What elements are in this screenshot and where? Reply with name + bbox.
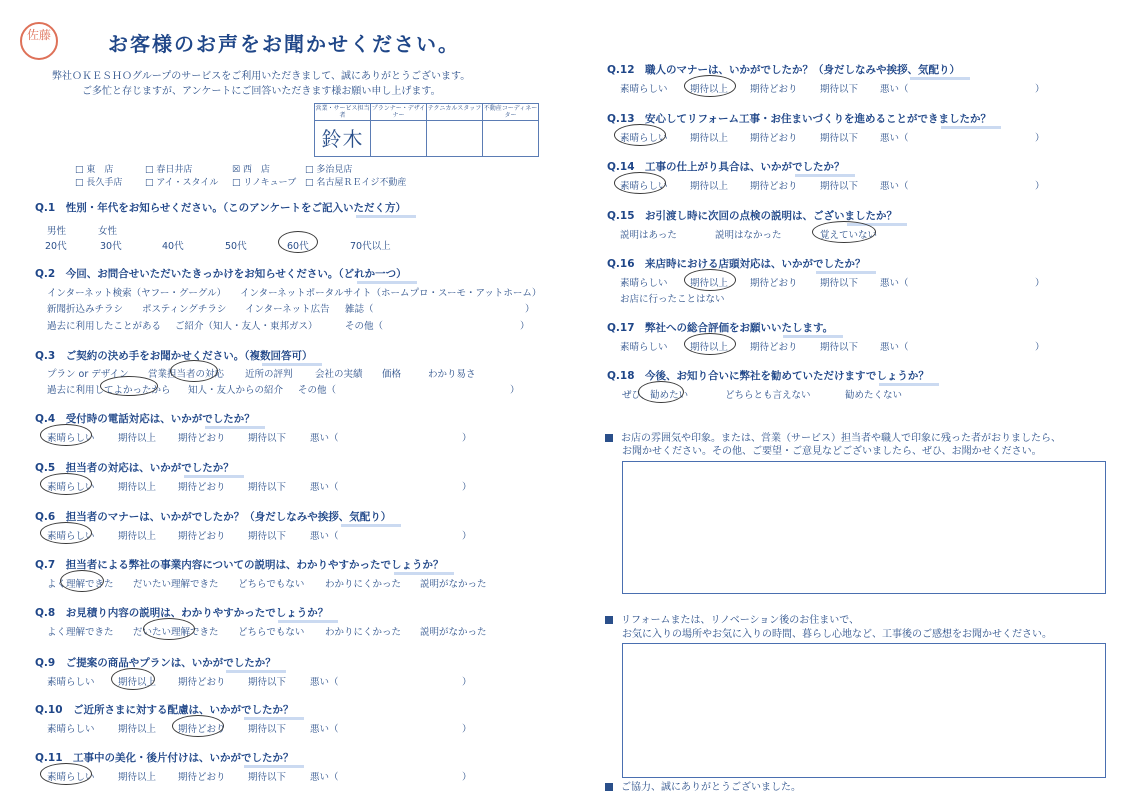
- store-checkbox-nagakute[interactable]: □ 長久手店: [75, 178, 123, 188]
- q13-close: ）: [1035, 133, 1045, 144]
- answer-circle: [614, 172, 666, 194]
- q10-below[interactable]: 期待以下: [248, 724, 287, 735]
- q2-flyer[interactable]: 新聞折込みチラシ: [47, 304, 124, 315]
- question-14: Q.14 工事の仕上がり具合は、いかがでしたか？: [607, 161, 845, 173]
- q14-poor[interactable]: 悪い（: [880, 181, 909, 192]
- intro-line-1: 弊社ＯＫＥＳＨＯグループのサービスをご利用いただきまして、誠にありがとうございます。: [52, 71, 471, 82]
- answer-circle: [278, 231, 318, 253]
- q6-expected[interactable]: 期待どおり: [178, 531, 226, 542]
- q10-excellent[interactable]: 素晴らしい: [47, 724, 95, 735]
- question-12: Q.12 職人のマナーは、いかがでしたか？（身だしなみや挨拶、気配り）: [607, 64, 961, 76]
- thanks-line: [605, 780, 801, 795]
- q2-magazine-close: ）: [525, 304, 535, 315]
- q16-above[interactable]: 期待以上: [690, 278, 729, 289]
- answer-circle: [684, 75, 736, 97]
- question-9: Q.9 ご提案の商品やプランは、いかがでしたか？: [35, 657, 276, 669]
- answer-circle: [60, 570, 104, 592]
- q3-past-good[interactable]: 過去に利用してよかったから: [47, 385, 171, 396]
- q1-age-60s[interactable]: 60代: [287, 241, 309, 252]
- q6-close: ）: [462, 531, 472, 542]
- q16-excellent[interactable]: 素晴らしい: [620, 278, 668, 289]
- q3-reputation[interactable]: 近所の評判: [245, 369, 293, 380]
- answer-circle: [170, 360, 218, 382]
- answer-circle: [684, 333, 736, 355]
- q1-age-70s[interactable]: 70代以上: [350, 241, 391, 252]
- store-checkbox-istyle[interactable]: □ アイ・スタイル: [145, 178, 219, 188]
- question-16: Q.16 来店時における店頭対応は、いかがでしたか？: [607, 258, 866, 270]
- question-18: Q.18 今後、お知り合いに弊社を勧めていただけますでしょうか？: [607, 370, 929, 382]
- q8-well[interactable]: よく理解できた: [47, 627, 114, 638]
- q2-other-close: ）: [520, 321, 530, 332]
- free-comment-2-line-1: リフォームまたは、リノベーション後のお住まいで、: [621, 615, 860, 626]
- q9-expected[interactable]: 期待どおり: [178, 677, 226, 688]
- q5-above[interactable]: 期待以上: [118, 482, 157, 493]
- q10-close: ）: [462, 724, 472, 735]
- q3-referral[interactable]: 知人・友人からの紹介: [188, 385, 284, 396]
- q11-expected[interactable]: 期待どおり: [178, 772, 226, 783]
- question-6: Q.6 担当者のマナーは、いかがでしたか？（身だしなみや挨拶、気配り）: [35, 511, 392, 523]
- q5-expected[interactable]: 期待どおり: [178, 482, 226, 493]
- answer-circle: [40, 424, 92, 446]
- q9-close: ）: [462, 677, 472, 688]
- staff-sales-name[interactable]: 鈴木: [315, 121, 371, 157]
- q15-dont-remember[interactable]: 覚えていない: [820, 230, 878, 241]
- q16-never-visited[interactable]: お店に行ったことはない: [620, 294, 725, 305]
- q13-excellent[interactable]: 素晴らしい: [620, 133, 668, 144]
- q14-excellent[interactable]: 素晴らしい: [620, 181, 668, 192]
- staff-header-sales: 営業・サービス担当者: [315, 105, 370, 119]
- question-17: Q.17 弊社への総合評価をお願いいたします。: [607, 322, 834, 334]
- q4-poor[interactable]: 悪い（: [310, 433, 339, 444]
- q5-poor[interactable]: 悪い（: [310, 482, 339, 493]
- staff-header-realestate: 不動産コーディネーター: [483, 105, 538, 119]
- q2-search[interactable]: インターネット検索（ヤフー・グーグル）: [47, 288, 227, 299]
- q1-age-20s[interactable]: 20代: [45, 241, 67, 252]
- answer-circle: [40, 763, 92, 785]
- staff-header-technical: テクニカルスタッフ: [427, 104, 483, 121]
- q15-not-explained[interactable]: 説明はなかった: [715, 230, 782, 241]
- answer-circle: [614, 124, 666, 146]
- q16-expected[interactable]: 期待どおり: [750, 278, 798, 289]
- answer-circle: [684, 269, 736, 291]
- q1-female[interactable]: 女性: [98, 226, 118, 237]
- q2-other[interactable]: その他（: [345, 321, 384, 332]
- staff-header-planner: プランナー・デザイナー: [371, 105, 426, 119]
- q6-above[interactable]: 期待以上: [118, 531, 157, 542]
- store-checkbox-west[interactable]: ☒ 西 店: [232, 165, 270, 175]
- q14-below[interactable]: 期待以下: [820, 181, 859, 192]
- q7-neutral[interactable]: どちらでもない: [238, 579, 305, 590]
- question-10: Q.10 ご近所さまに対する配慮は、いかがでしたか？: [35, 704, 294, 716]
- answer-circle: [111, 668, 155, 690]
- q11-poor[interactable]: 悪い（: [310, 772, 339, 783]
- q9-below[interactable]: 期待以下: [248, 677, 287, 688]
- store-checkbox-kasugai[interactable]: □ 春日井店: [145, 165, 193, 175]
- q17-poor[interactable]: 悪い（: [880, 342, 909, 353]
- question-2: Q.2 今回、お問合せいただいたきっかけをお知らせください。（どれか一つ）: [35, 268, 407, 280]
- q3-other[interactable]: その他（: [298, 385, 337, 396]
- q1-age-40s[interactable]: 40代: [162, 241, 184, 252]
- staff-realestate-name[interactable]: [483, 121, 539, 157]
- answer-circle: [40, 473, 92, 495]
- q6-poor[interactable]: 悪い（: [310, 531, 339, 542]
- q5-close: ）: [462, 482, 472, 493]
- intro-line-2: ご多忙と存じますが、アンケートにご回答いただきます様お願い申し上げます。: [82, 86, 441, 97]
- q14-above[interactable]: 期待以上: [690, 181, 729, 192]
- q15-explained[interactable]: 説明はあった: [620, 230, 677, 241]
- q17-above[interactable]: 期待以上: [690, 342, 729, 353]
- thanks-text: ご協力、誠にありがとうございました。: [621, 782, 801, 793]
- q10-poor[interactable]: 悪い（: [310, 724, 339, 735]
- q2-web-ad[interactable]: インターネット広告: [245, 304, 330, 315]
- q10-above[interactable]: 期待以上: [118, 724, 157, 735]
- bullet-square-icon: [605, 434, 613, 442]
- q5-below[interactable]: 期待以下: [248, 482, 287, 493]
- question-7: Q.7 担当者による弊社の事業内容についての説明は、わかりやすかったでしょうか？: [35, 559, 444, 571]
- q11-above[interactable]: 期待以上: [118, 772, 157, 783]
- q4-below[interactable]: 期待以下: [248, 433, 287, 444]
- q16-below[interactable]: 期待以下: [820, 278, 859, 289]
- free-comment-1-line-2: お聞かせください。その他、ご要望・ご意見などございましたら、ぜひ、お聞かせください。: [622, 446, 1042, 457]
- q14-close: ）: [1035, 181, 1045, 192]
- q9-poor[interactable]: 悪い（: [310, 677, 339, 688]
- q11-below[interactable]: 期待以下: [248, 772, 287, 783]
- q7-mostly[interactable]: だいたい理解できた: [133, 579, 219, 590]
- answer-circle: [40, 522, 92, 544]
- q11-close: ）: [462, 772, 472, 783]
- store-checkbox-tajimi[interactable]: □ 多治見店: [305, 165, 353, 175]
- store-checkbox-renocube[interactable]: □ リノキューブ: [232, 178, 297, 188]
- q12-above[interactable]: 期待以上: [690, 84, 729, 95]
- q8-none[interactable]: 説明がなかった: [420, 627, 487, 638]
- q17-expected[interactable]: 期待どおり: [750, 342, 798, 353]
- q3-plan-design[interactable]: プラン or デザイン: [47, 369, 129, 380]
- q4-close: ）: [462, 433, 472, 444]
- q14-expected[interactable]: 期待どおり: [750, 181, 798, 192]
- q4-expected[interactable]: 期待どおり: [178, 433, 226, 444]
- q12-below[interactable]: 期待以下: [820, 84, 859, 95]
- personal-seal-stamp: 佐藤: [20, 22, 58, 60]
- q8-neutral[interactable]: どちらでもない: [238, 627, 305, 638]
- q18-recommend[interactable]: ぜひ、勧めたい: [622, 390, 689, 401]
- question-1: Q.1 性別・年代をお知らせください。（このアンケートをご記入いただく方）: [35, 202, 407, 214]
- q3-other-close: ）: [510, 385, 520, 396]
- free-comment-2-line-2: お気に入りの場所やお気に入りの時間、暮らし心地など、工事後のご感想をお聞かせください。: [622, 629, 1052, 640]
- q4-above[interactable]: 期待以上: [118, 433, 157, 444]
- bullet-square-icon: [605, 616, 613, 624]
- question-8: Q.8 お見積り内容の説明は、わかりやすかったでしょうか？: [35, 607, 329, 619]
- q9-excellent[interactable]: 素晴らしい: [47, 677, 95, 688]
- staff-planner-name[interactable]: [371, 121, 427, 157]
- q8-mostly[interactable]: だいたい理解できた: [133, 627, 219, 638]
- store-checkbox-realestate[interactable]: □ 名古屋ＲＥイジ不動産: [305, 178, 407, 188]
- q1-male[interactable]: 男性: [47, 226, 67, 237]
- q13-expected[interactable]: 期待どおり: [750, 133, 798, 144]
- q1-age-30s[interactable]: 30代: [100, 241, 122, 252]
- question-5: Q.5 担当者の対応は、いかがでしたか？: [35, 462, 234, 474]
- q8-hard[interactable]: わかりにくかった: [325, 627, 402, 638]
- question-11: Q.11 工事中の美化・後片付けは、いかがでしたか？: [35, 752, 294, 764]
- q11-excellent[interactable]: 素晴らしい: [47, 772, 95, 783]
- answer-circle: [638, 381, 684, 403]
- answer-circle: [100, 376, 158, 396]
- q3-sales-staff[interactable]: 営業担当者の対応: [148, 369, 225, 380]
- q18-not-recommend[interactable]: 勧めたくない: [845, 390, 903, 401]
- q17-excellent[interactable]: 素晴らしい: [620, 342, 668, 353]
- q13-poor[interactable]: 悪い（: [880, 133, 909, 144]
- staff-table: [314, 103, 539, 157]
- q13-below[interactable]: 期待以下: [820, 133, 859, 144]
- q18-neutral[interactable]: どちらとも言えない: [725, 390, 811, 401]
- q3-price[interactable]: 価格: [382, 369, 402, 380]
- q17-close: ）: [1035, 342, 1045, 353]
- q2-magazine[interactable]: 雑誌（: [345, 304, 374, 315]
- q4-excellent[interactable]: 素晴らしい: [47, 433, 95, 444]
- q16-close: ）: [1035, 278, 1045, 289]
- answer-circle: [143, 618, 195, 640]
- q2-portal[interactable]: インターネットポータルサイト（ホームプロ・スーモ・アットホーム）: [240, 288, 542, 299]
- q7-well[interactable]: よく理解できた: [47, 579, 114, 590]
- q12-poor[interactable]: 悪い（: [880, 84, 909, 95]
- q2-referral[interactable]: ご紹介（知人・友人・東邦ガス）: [175, 321, 318, 332]
- page-title: お客様のお声をお聞かせください。: [108, 32, 460, 56]
- question-13: Q.13 安心してリフォーム工事・お住まいづくりを進めることができましたか？: [607, 113, 992, 125]
- free-comment-1-box[interactable]: [622, 461, 1106, 594]
- question-3: Q.3 ご契約の決め手をお聞かせください。（複数回答可）: [35, 350, 313, 362]
- free-comment-2-label: [605, 613, 859, 628]
- q2-posting[interactable]: ポスティングチラシ: [142, 304, 227, 315]
- q7-none[interactable]: 説明がなかった: [420, 579, 487, 590]
- q3-track-record[interactable]: 会社の実績: [315, 369, 363, 380]
- store-checkbox-east[interactable]: □ 東 店: [75, 165, 114, 175]
- free-comment-1-line-1: お店の雰囲気や印象。または、営業（サービス）担当者や職人で印象に残った者がおりましたら、: [621, 433, 1061, 444]
- q9-above[interactable]: 期待以上: [118, 677, 157, 688]
- q1-age-50s[interactable]: 50代: [225, 241, 247, 252]
- q7-hard[interactable]: わかりにくかった: [325, 579, 402, 590]
- staff-technical-name[interactable]: [427, 121, 483, 157]
- question-4: Q.4 受付時の電話対応は、いかがでしたか？: [35, 413, 255, 425]
- q6-below[interactable]: 期待以下: [248, 531, 287, 542]
- q12-close: ）: [1035, 84, 1045, 95]
- free-comment-2-box[interactable]: [622, 643, 1106, 778]
- q13-above[interactable]: 期待以上: [690, 133, 729, 144]
- answer-circle: [172, 715, 224, 737]
- q3-clarity[interactable]: わかり易さ: [428, 369, 476, 380]
- q12-excellent[interactable]: 素晴らしい: [620, 84, 668, 95]
- q17-below[interactable]: 期待以下: [820, 342, 859, 353]
- q10-expected[interactable]: 期待どおり: [178, 724, 226, 735]
- answer-circle: [812, 221, 876, 243]
- bullet-square-icon: [605, 783, 613, 791]
- q16-poor[interactable]: 悪い（: [880, 278, 909, 289]
- q5-excellent[interactable]: 素晴らしい: [47, 482, 95, 493]
- q2-past-user[interactable]: 過去に利用したことがある: [47, 321, 162, 332]
- question-15: Q.15 お引渡し時に次回の点検の説明は、ございましたか？: [607, 210, 898, 222]
- q6-excellent[interactable]: 素晴らしい: [47, 531, 95, 542]
- q12-expected[interactable]: 期待どおり: [750, 84, 798, 95]
